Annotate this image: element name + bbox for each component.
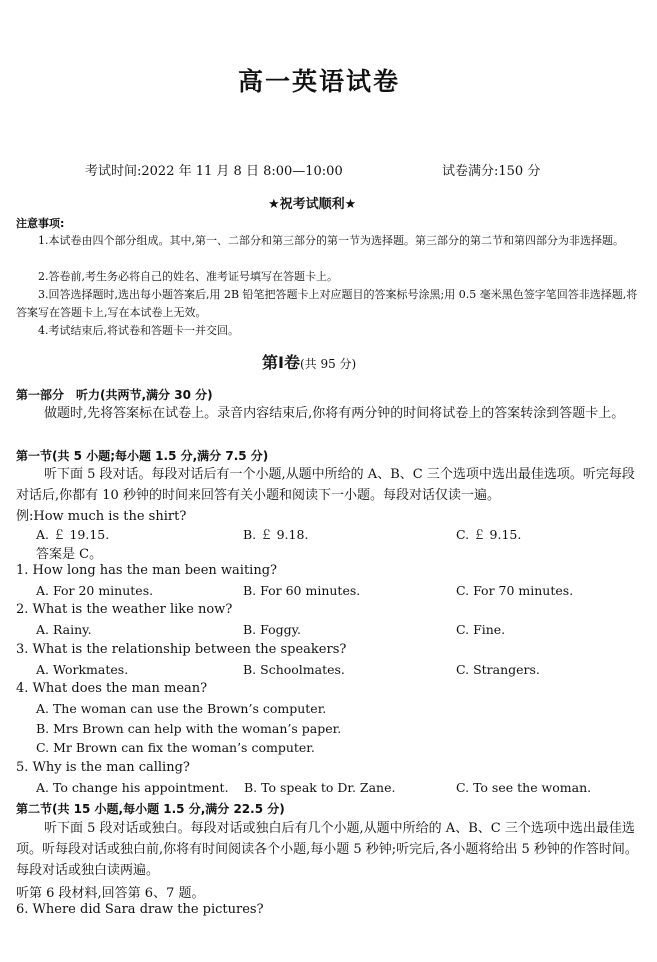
q5-option-b: B. To speak to Dr. Zane. [244,780,396,795]
example-answer: 答案是 C。 [36,547,103,562]
page-title: 高一英语试卷 [238,67,401,96]
part1-instruction: 做题时,先将答案标在试卷上。录音内容结束后,你将有两分钟的时间将试卷上的答案转涂到答题卡上。 [44,406,625,421]
example-option-a: A. ￡ 19.15. [36,527,110,542]
exam-time: 考试时间:2022 年 11 月 8 日 8:00—10:00 [85,164,343,179]
section2-heading: 第二节(共 15 小题,每小题 1.5 分,满分 22.5 分) [16,802,285,816]
q3-option-c: C. Strangers. [456,662,540,677]
note-item-3: 3.回答选择题时,选出每小题答案后,用 2B 铅笔把答题卡上对应题目的答案标号涂黑;用 0.5 毫米黑色签字笔回答非选择题,将答案写在答题卡上,写在本试卷上无效。 [16,288,638,319]
volume-heading [262,350,356,373]
q3-option-b: B. Schoolmates. [243,662,345,677]
volume-title: 第Ⅰ卷 [262,353,300,372]
q2-option-b: B. Foggy. [243,622,302,637]
q1-option-a: A. For 20 minutes. [36,583,154,598]
volume-subtitle: (共 95 分) [299,357,357,371]
example-option-c: C. ￡ 9.15. [456,527,522,542]
question-3: 3. What is the relationship between the speakers? [16,642,347,657]
note-item-1: 1.本试卷由四个部分组成。其中,第一、二部分和第三部分的第一节为选择题。第三部分的第二节和第四部分为非选择题。 [38,234,624,247]
section2-instruction: 听下面 5 段对话或独白。每段对话或独白后有几个小题,从题中所给的 A、B、C 三个选项中选出最佳选项。听每段对话或独白前,你将有时间阅读各个小题,每小题 5 秒钟;听完后,各小题将给出 5 秒钟的作答时间。每段对话或独白读两遍。 [16,821,638,878]
q3-option-a: A. Workmates. [36,662,129,677]
question-5: 5. Why is the man calling? [16,760,190,775]
q4-option-b: B. Mrs Brown can help with the woman’s paper. [36,721,342,736]
section1-heading: 第一节(共 5 小题;每小题 1.5 分,满分 7.5 分) [16,449,269,463]
example-question: 例:How much is the shirt? [16,509,187,524]
exam-score: 试卷满分:150 分 [442,164,541,179]
question-6: 6. Where did Sara draw the pictures? [16,902,264,917]
question-1: 1. How long has the man been waiting? [16,563,277,578]
q2-option-c: C. Fine. [456,622,506,637]
section2-material: 听第 6 段材料,回答第 6、7 题。 [16,886,205,901]
section1-instruction: 听下面 5 段对话。每段对话后有一个小题,从题中所给的 A、B、C 三个选项中选出最佳选项。听完每段对话后,你都有 10 秒钟的时间来回答有关小题和阅读下一小题。每段对话仅读一遍。 [16,467,635,503]
q1-option-c: C. For 70 minutes. [456,583,574,598]
q5-option-a: A. To change his appointment. [36,780,229,795]
q5-option-c: C. To see the woman. [456,780,592,795]
note-item-4: 4.考试结束后,将试卷和答题卡一并交回。 [38,324,239,337]
notes-heading: 注意事项: [16,217,65,230]
example-option-b: B. ￡ 9.18. [243,527,309,542]
q4-option-c: C. Mr Brown can fix the woman’s computer. [36,740,315,755]
q1-option-b: B. For 60 minutes. [243,583,361,598]
note-item-2: 2.答卷前,考生务必将自己的姓名、准考证号填写在答题卡上。 [38,270,338,283]
question-4: 4. What does the man mean? [16,681,208,696]
blessing: ★祝考试顺利★ [268,197,357,212]
q4-option-a: A. The woman can use the Brown’s computer. [36,701,327,716]
q2-option-a: A. Rainy. [36,622,92,637]
part1-heading: 第一部分 听力(共两节,满分 30 分) [16,388,213,402]
question-2: 2. What is the weather like now? [16,602,233,617]
